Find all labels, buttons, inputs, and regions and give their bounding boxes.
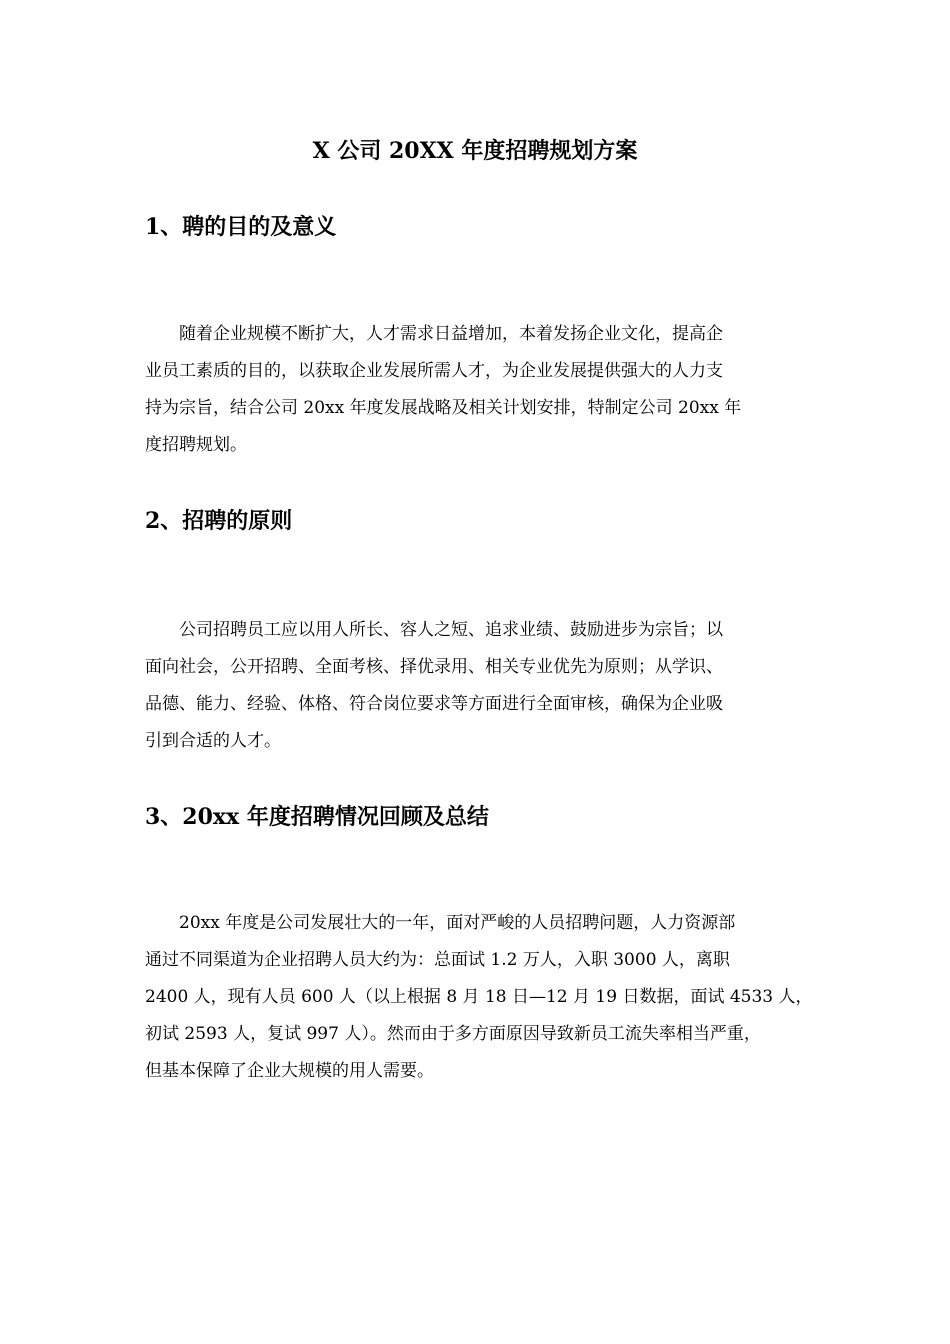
paragraph-line: 面向社会，公开招聘、全面考核、择优录用、相关专业优先为原则；从学识、 <box>145 657 723 677</box>
paragraph-line: 度招聘规划。 <box>145 435 247 455</box>
paragraph-line: 但基本保障了企业大规模的用人需要。 <box>145 1061 434 1081</box>
section-heading-review: 3、20xx 年度招聘情况回顾及总结 <box>145 804 489 830</box>
section-paragraph-purpose <box>145 316 835 464</box>
paragraph-line: 公司招聘员工应以用人所长、容人之短、追求业绩、鼓励进步为宗旨；以 <box>179 620 723 640</box>
section-paragraph-principles <box>145 612 835 760</box>
paragraph-line: 业员工素质的目的，以获取企业发展所需人才，为企业发展提供强大的人力支 <box>145 361 723 381</box>
paragraph-line: 通过不同渠道为企业招聘人员大约为：总面试 1.2 万人，入职 3000 人，离职 <box>145 950 730 970</box>
paragraph-line: 初试 2593 人，复试 997 人）。然而由于多方面原因导致新员工流失率相当严重， <box>145 1024 761 1044</box>
paragraph-line: 引到合适的人才。 <box>145 731 281 751</box>
section-paragraph-review <box>145 905 835 1090</box>
paragraph-line: 持为宗旨，结合公司 20xx 年度发展战略及相关计划安排，特制定公司 20xx 年 <box>145 398 742 418</box>
paragraph-line: 20xx 年度是公司发展壮大的一年，面对严峻的人员招聘问题，人力资源部 <box>179 913 736 933</box>
paragraph-line: 2400 人，现有人员 600 人（以上根据 8 月 18 日—12 月 19 日数据，面试 4533 人， <box>145 987 813 1007</box>
paragraph-line: 随着企业规模不断扩大，人才需求日益增加，本着发扬企业文化，提高企 <box>179 324 723 344</box>
paragraph-line: 品德、能力、经验、体格、符合岗位要求等方面进行全面审核，确保为企业吸 <box>145 694 723 714</box>
document-title: X 公司 20XX 年度招聘规划方案 <box>312 138 638 164</box>
section-heading-principles: 2、招聘的原则 <box>145 508 293 534</box>
section-heading-purpose: 1、聘的目的及意义 <box>145 214 337 240</box>
